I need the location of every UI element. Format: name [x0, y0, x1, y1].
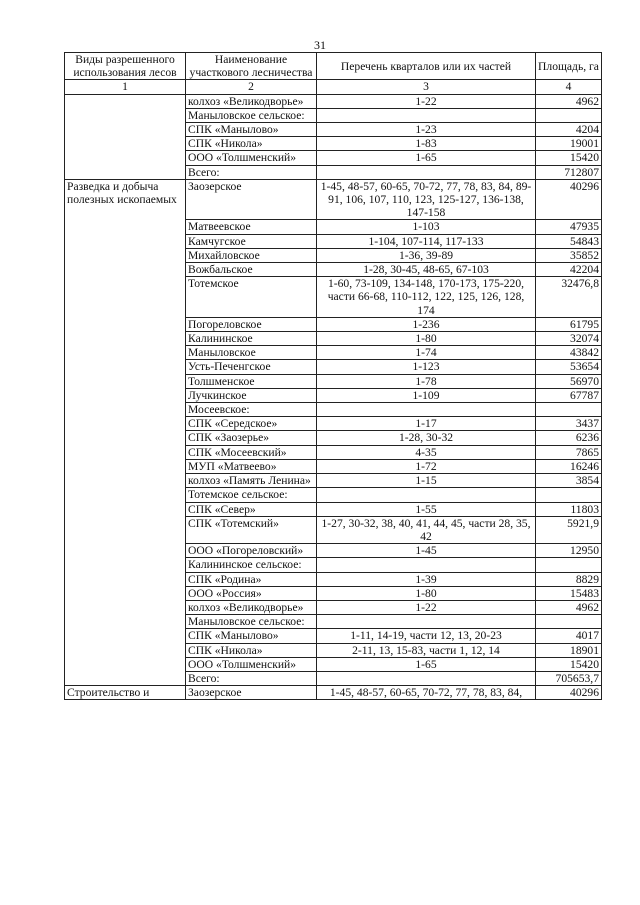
forestry-name-cell: Калининское сельское:: [186, 558, 317, 572]
quarters-cell: 1-78: [317, 374, 536, 388]
forestry-name-cell: ООО «Россия»: [186, 586, 317, 600]
area-cell: 19001: [536, 137, 602, 151]
quarters-cell: 1-36, 39-89: [317, 248, 536, 262]
forestry-name-cell: Маныловское сельское:: [186, 108, 317, 122]
column-number-row: [65, 80, 602, 94]
forestry-name-cell: Вожбальское: [186, 263, 317, 277]
quarters-cell: 1-104, 107-114, 117-133: [317, 234, 536, 248]
quarters-cell: 1-80: [317, 586, 536, 600]
forestry-name-cell: ООО «Толшменский»: [186, 151, 317, 165]
quarters-cell: 1-17: [317, 417, 536, 431]
quarters-cell: [317, 615, 536, 629]
area-cell: 32074: [536, 332, 602, 346]
quarters-cell: 1-11, 14-19, части 12, 13, 20-23: [317, 629, 536, 643]
forestry-name-cell: Тотемское сельское:: [186, 488, 317, 502]
forestry-name-cell: Маныловское сельское:: [186, 615, 317, 629]
page-number: 31: [314, 38, 326, 52]
area-cell: 4204: [536, 123, 602, 137]
forestry-name-cell: СПК «Манылово»: [186, 123, 317, 137]
area-cell: 11803: [536, 502, 602, 516]
column-number: 1: [65, 80, 186, 94]
forestry-name-cell: СПК «Мосеевский»: [186, 445, 317, 459]
area-cell: 5921,9: [536, 516, 602, 543]
quarters-cell: [317, 488, 536, 502]
header-quarters: Перечень кварталов или их частей: [317, 53, 536, 80]
forestry-name-cell: колхоз «Великодворье»: [186, 94, 317, 108]
area-cell: [536, 108, 602, 122]
quarters-cell: 1-109: [317, 388, 536, 402]
quarters-cell: 1-55: [317, 502, 536, 516]
forestry-name-cell: Заозерское: [186, 686, 317, 700]
area-cell: 3854: [536, 474, 602, 488]
header-area: Площадь, га: [536, 53, 602, 80]
quarters-cell: 1-74: [317, 346, 536, 360]
use-type-cell: Строительство и: [65, 686, 186, 700]
table-row: [65, 179, 602, 220]
forestry-name-cell: Матвеевское: [186, 220, 317, 234]
forestry-name-cell: Камчугское: [186, 234, 317, 248]
area-cell: [536, 615, 602, 629]
quarters-cell: 2-11, 13, 15-83, части 1, 12, 14: [317, 643, 536, 657]
forestry-name-cell: Всего:: [186, 671, 317, 685]
forestry-name-cell: Мосеевское:: [186, 403, 317, 417]
quarters-cell: 1-45, 48-57, 60-65, 70-72, 77, 78, 83, 84,: [317, 686, 536, 700]
area-cell: 32476,8: [536, 277, 602, 318]
forestry-name-cell: СПК «Заозерье»: [186, 431, 317, 445]
forestry-name-cell: Толшменское: [186, 374, 317, 388]
quarters-cell: 1-80: [317, 332, 536, 346]
area-cell: 3437: [536, 417, 602, 431]
area-cell: 35852: [536, 248, 602, 262]
forestry-name-cell: СПК «Тотемский»: [186, 516, 317, 543]
quarters-cell: 1-45, 48-57, 60-65, 70-72, 77, 78, 83, 84, 89-91, 106, 107, 110, 123, 125-127, 136-138, 147-158: [317, 179, 536, 220]
quarters-cell: 1-103: [317, 220, 536, 234]
area-cell: 53654: [536, 360, 602, 374]
area-cell: 4962: [536, 600, 602, 614]
forestry-name-cell: СПК «Середское»: [186, 417, 317, 431]
quarters-cell: 1-123: [317, 360, 536, 374]
area-cell: 40296: [536, 179, 602, 220]
area-cell: 8829: [536, 572, 602, 586]
area-cell: 54843: [536, 234, 602, 248]
area-cell: 705653,7: [536, 671, 602, 685]
area-cell: [536, 558, 602, 572]
area-cell: 6236: [536, 431, 602, 445]
column-number: 3: [317, 80, 536, 94]
table-body: [65, 94, 602, 700]
quarters-cell: 1-23: [317, 123, 536, 137]
quarters-cell: 1-22: [317, 94, 536, 108]
forestry-name-cell: ООО «Толшменский»: [186, 657, 317, 671]
quarters-cell: 1-236: [317, 317, 536, 331]
forestry-name-cell: колхоз «Великодворье»: [186, 600, 317, 614]
quarters-cell: [317, 403, 536, 417]
forest-use-table: [64, 52, 602, 700]
quarters-cell: 1-28, 30-45, 48-65, 67-103: [317, 263, 536, 277]
area-cell: 16246: [536, 459, 602, 473]
quarters-cell: 1-45: [317, 544, 536, 558]
area-cell: 61795: [536, 317, 602, 331]
quarters-cell: 1-65: [317, 657, 536, 671]
forestry-name-cell: Заозерское: [186, 179, 317, 220]
forestry-name-cell: колхоз «Память Ленина»: [186, 474, 317, 488]
quarters-cell: 1-83: [317, 137, 536, 151]
area-cell: 47935: [536, 220, 602, 234]
forestry-name-cell: СПК «Никола»: [186, 137, 317, 151]
area-cell: 7865: [536, 445, 602, 459]
quarters-cell: 4-35: [317, 445, 536, 459]
area-cell: 712807: [536, 165, 602, 179]
area-cell: [536, 403, 602, 417]
area-cell: 15420: [536, 151, 602, 165]
header-row: [65, 53, 602, 80]
column-number: 2: [186, 80, 317, 94]
forestry-name-cell: Калининское: [186, 332, 317, 346]
forestry-name-cell: СПК «Манылово»: [186, 629, 317, 643]
quarters-cell: 1-27, 30-32, 38, 40, 41, 44, 45, части 28, 35, 42: [317, 516, 536, 543]
quarters-cell: 1-22: [317, 600, 536, 614]
area-cell: 4962: [536, 94, 602, 108]
column-number: 4: [536, 80, 602, 94]
forestry-name-cell: Лучкинское: [186, 388, 317, 402]
quarters-cell: [317, 165, 536, 179]
area-cell: 40296: [536, 686, 602, 700]
quarters-cell: [317, 108, 536, 122]
quarters-cell: 1-39: [317, 572, 536, 586]
quarters-cell: 1-65: [317, 151, 536, 165]
area-cell: 12950: [536, 544, 602, 558]
area-cell: 15483: [536, 586, 602, 600]
area-cell: 67787: [536, 388, 602, 402]
table-row: [65, 686, 602, 700]
quarters-cell: 1-28, 30-32: [317, 431, 536, 445]
table-row: [65, 94, 602, 108]
quarters-cell: 1-60, 73-109, 134-148, 170-173, 175-220, части 66-68, 110-112, 122, 125, 126, 128, 174: [317, 277, 536, 318]
forestry-name-cell: Маныловское: [186, 346, 317, 360]
forestry-name-cell: Тотемское: [186, 277, 317, 318]
forestry-name-cell: СПК «Родина»: [186, 572, 317, 586]
area-cell: 42204: [536, 263, 602, 277]
forestry-name-cell: Усть-Печенгское: [186, 360, 317, 374]
area-cell: 43842: [536, 346, 602, 360]
area-cell: [536, 488, 602, 502]
quarters-cell: [317, 671, 536, 685]
quarters-cell: [317, 558, 536, 572]
forestry-name-cell: Михайловское: [186, 248, 317, 262]
forestry-name-cell: СПК «Никола»: [186, 643, 317, 657]
use-type-cell: [65, 94, 186, 179]
quarters-cell: 1-72: [317, 459, 536, 473]
area-cell: 18901: [536, 643, 602, 657]
area-cell: 15420: [536, 657, 602, 671]
area-cell: 56970: [536, 374, 602, 388]
use-type-cell: Разведка и добыча полезных ископаемых: [65, 179, 186, 685]
forestry-name-cell: СПК «Север»: [186, 502, 317, 516]
forestry-name-cell: Всего:: [186, 165, 317, 179]
header-forestry-name: Наименование участкового лесничества: [186, 53, 317, 80]
forestry-name-cell: ООО «Погореловский»: [186, 544, 317, 558]
header-use-type: Виды разрешенного использования лесов: [65, 53, 186, 80]
forestry-name-cell: МУП «Матвеево»: [186, 459, 317, 473]
area-cell: 4017: [536, 629, 602, 643]
forestry-name-cell: Погореловское: [186, 317, 317, 331]
quarters-cell: 1-15: [317, 474, 536, 488]
